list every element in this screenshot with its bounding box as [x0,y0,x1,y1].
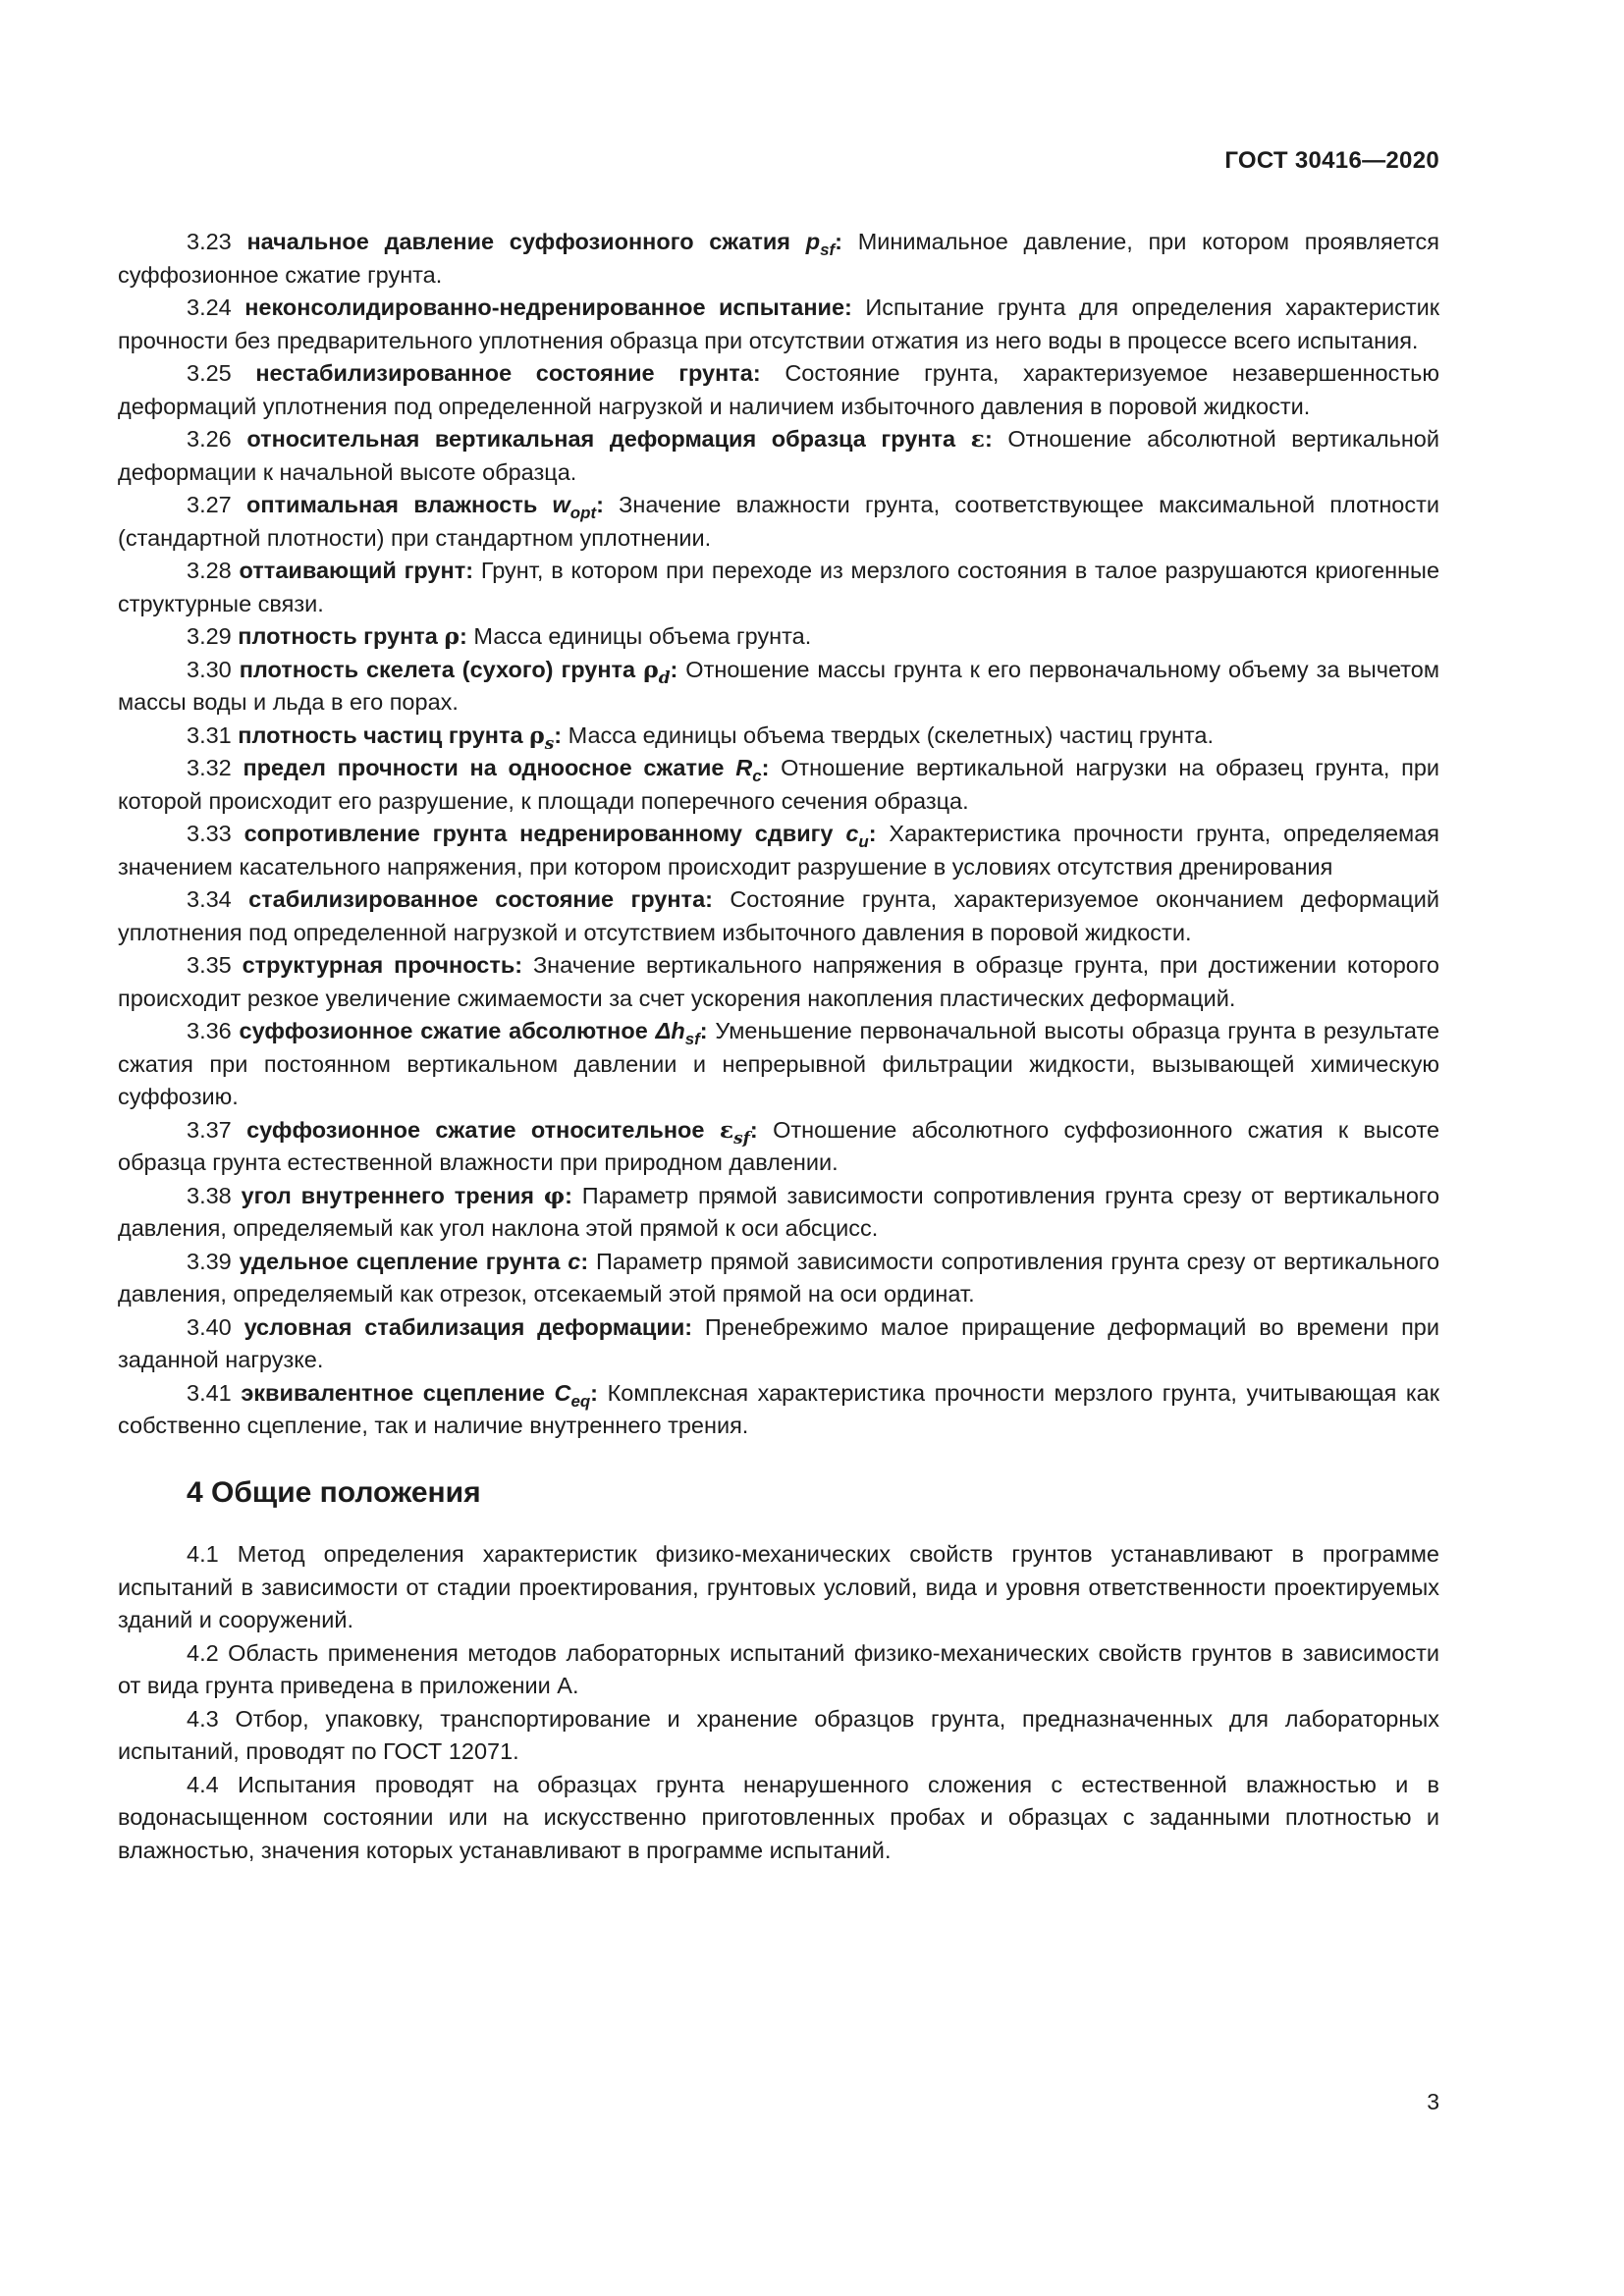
document-body [118,226,1439,1867]
definition-text: Значение вертикального напряжения в образце грунта, при достижении которого происходит резкое увеличение сжимаемости за счет ускорения накопления пластических деформаций. [118,952,1439,1011]
definition-term: структурная прочность: [242,952,523,978]
definition-symbol [719,1115,750,1148]
symbol-main: ρ [529,721,545,749]
symbol-main: C [554,1379,571,1406]
clause-number: 4.1 [187,1541,219,1567]
symbol-main: R [735,755,753,780]
clause-number: 4.2 [187,1639,219,1666]
definition-text: Масса единицы объема твердых (скелетных) частиц грунта. [568,721,1215,748]
definition-symbol [845,821,869,851]
definition-term: суффозионное сжатие относительное [246,1116,705,1143]
definition-symbol [544,1182,565,1209]
definition-number: 3.33 [187,821,232,846]
definition-number: 3.40 [187,1313,232,1340]
symbol-main: ρ [444,622,460,650]
definition-text: Испытание грунта для определения характеристик прочности без предварительного уплотнения образца при отсутствии отжатия из него воды в процессе всего испытания. [118,294,1439,353]
definition-item: 3.29 плотность грунта ρ: Масса единицы объема грунта. [187,622,812,650]
definition-term: нестабилизированное состояние грунта: [255,360,761,386]
definition-term: неконсолидированно-недренированное испытание: [244,294,852,320]
definition-number: 3.30 [187,656,232,682]
definition-text: Состояние грунта, характеризуемое незавершенностью деформаций уплотнения под определенной нагрузкой и наличием избыточного давления в поровой жидкости. [118,360,1440,419]
definition-text: Отношение массы грунта к его первоначальному объему за вычетом массы воды и льда в его порах. [118,656,1440,715]
definition-item: 3.30 плотность скелета (сухого) грунта $\rho_d$: Отношение массы грунта к его первоначальному объему за вычетом массы воды и льда в его порах. [118,655,1440,715]
definition-text: Отношение вертикальной нагрузки на образец грунта, при которой происходит его разрушение, к площади поперечного сечения образца. [118,755,1440,814]
definition-symbol [552,492,597,522]
definition-term: угол внутреннего трения [241,1182,535,1208]
definition-symbol [529,721,555,753]
section-title: 4 Общие положения [187,1475,481,1509]
definition-item [118,1311,1439,1377]
definition-item: 3.31 плотность частиц грунта $\rho_s$: Масса единицы объема твердых (скелетных) частиц грунта. [187,721,1215,753]
definition-number: 3.27 [187,492,232,517]
definition-item: 3.38 угол внутреннего трения φ: Параметр прямой зависимости сопротивления грунта срезу от вертикального давления, определяемый как угол наклона этой прямой к оси абсцисс. [118,1181,1440,1241]
symbol-subscript: opt [569,503,597,522]
definition-symbol [554,1379,591,1411]
definition-text: Состояние грунта, характеризуемое окончанием деформаций уплотнения под определенной нагрузкой и отсутствием избыточного давления в поровой жидкости. [118,886,1439,945]
definition-text: Комплексная характеристика прочности мерзлого грунта, учитывающая как собственно сцепление, так и наличие внутреннего трения. [118,1379,1440,1438]
definition-number: 3.38 [187,1182,232,1208]
definition-term: начальное давление суффозионного сжатия [246,229,791,254]
clause-text: Метод определения характеристик физико-механических свойств грунтов устанавливают в программе испытаний в зависимости от стадии проектирования, грунтовых условий, вида и уровня ответственности проектируемых зданий и сооружений. [118,1541,1439,1632]
definition-item: 3.27 оптимальная влажность $w_{opt}$: Значение влажности грунта, соответствующее максимальной плотности (стандартной плотности) при стандартном уплотнении. [118,492,1440,551]
definition-term: стабилизированное состояние грунта: [248,886,713,912]
definition-text: Минимальное давление, при котором проявляется суффозионное сжатие грунта. [118,229,1440,288]
clause-text: Испытания проводят на образцах грунта ненарушенного сложения с естественной влажностью и в водонасыщенном состоянии или на искусственно приготовленных пробах и образцах с заданными плотностью и влажностью, значения которых устанавливают в программе испытаний. [118,1771,1440,1863]
definition-item: 3.37 суффозионное сжатие относительное $\varepsilon_{sf}$: Отношение абсолютного суффозионного сжатия к высоте образца грунта естественной влажности при природном давлении. [118,1115,1440,1175]
symbol-subscript: sf [733,1127,750,1148]
definition-symbol [735,755,762,785]
symbol-main: c [568,1248,581,1274]
symbol-subscript: sf [684,1029,700,1048]
definition-term: оттаивающий грунт: [239,558,474,583]
definition-number: 3.41 [187,1379,232,1406]
definition-number: 3.28 [187,558,232,583]
clause-number: 4.4 [187,1771,219,1797]
definition-text: Масса единицы объема грунта. [473,623,812,649]
definition-number: 3.36 [187,1018,232,1043]
symbol-subscript: s [544,732,555,753]
definition-text: Пренебрежимо малое приращение деформаций во времени при заданной нагрузке. [118,1313,1440,1372]
symbol-subscript: u [858,831,869,851]
definition-item: 3.39 удельное сцепление грунта c: Параметр прямой зависимости сопротивления грунта срезу от вертикального давления, определяемый как отрезок, отсекаемый этой прямой на оси ординат. [118,1248,1440,1307]
symbol-main: φ [543,1181,566,1209]
symbol-main: ρ [643,655,659,683]
symbol-main: Δh [655,1018,685,1043]
symbol-main: w [552,492,570,517]
definition-text: Характеристика прочности грунта, определяемая значением касательного напряжения, при котором происходит разрушение в условиях отсутствия дренирования [118,821,1439,880]
definition-symbol [568,1249,580,1274]
definition-number: 3.39 [187,1248,232,1274]
definition-text: Параметр прямой зависимости сопротивления грунта срезу от вертикального давления, определяемый как угол наклона этой прямой к оси абсцисс. [118,1182,1440,1241]
definition-term: удельное сцепление грунта [239,1248,561,1274]
definition-item: 3.41 эквивалентное сцепление $C_{eq}$: Комплексная характеристика прочности мерзлого грунта, учитывающая как собственно сцепление, так и наличие внутреннего трения. [118,1379,1440,1438]
symbol-main: ε [970,425,985,453]
definition-number: 3.37 [187,1116,232,1143]
definition-term: плотность грунта [238,623,438,649]
definition-item [118,357,1439,423]
clauses-list [118,1538,1439,1867]
symbol-main: ε [719,1115,734,1144]
definition-symbol [971,425,985,453]
definition-term: эквивалентное сцепление [241,1379,545,1406]
definition-text: Отношение абсолютного суффозионного сжатия к высоте образца грунта естественной влажности при природном давлении. [118,1116,1440,1175]
clause-text: Область применения методов лабораторных испытаний физико-механических свойств грунтов в зависимости от вида грунта приведена в приложении А. [118,1639,1439,1698]
definition-number: 3.23 [187,229,232,254]
clause-item [118,1637,1439,1703]
symbol-subscript: d [658,667,671,687]
definitions-list [118,226,1439,1443]
definition-term: относительная вертикальная деформация образца грунта [246,426,956,452]
clause-item [118,1703,1439,1769]
definition-item: 3.26 относительная вертикальная деформация образца грунта ε: Отношение абсолютной вертикальной деформации к начальной высоте образца. [118,425,1440,485]
definition-item: 3.23 начальное давление суффозионного сжатия $p_{sf}$: Минимальное давление, при котором проявляется суффозионное сжатие грунта. [118,229,1440,288]
definition-term: предел прочности на одноосное сжатие [243,755,725,780]
definition-symbol [805,229,836,259]
definition-number: 3.34 [187,886,232,912]
definition-item [118,292,1439,357]
clause-number: 4.3 [187,1705,219,1732]
definition-item: 3.33 сопротивление грунта недренированному сдвигу $c_u$: Характеристика прочности грунта, определяемая значением касательного напряжения, при котором происходит разрушение в условиях отсутствия дренирования [118,821,1439,880]
definition-term: сопротивление грунта недренированному сдвигу [244,821,834,846]
clause-text: Отбор, упаковку, транспортирование и хранение образцов грунта, предназначенных для лабораторных испытаний, проводят по ГОСТ 12071. [118,1705,1439,1764]
page-number: 3 [1427,2089,1439,2114]
definition-symbol [655,1018,700,1048]
definition-symbol [444,622,460,650]
definition-term: условная стабилизация деформации: [244,1313,693,1340]
definition-text: Грунт, в котором при переходе из мерзлого состояния в талое разрушаются криогенные структурные связи. [118,558,1440,616]
symbol-subscript: eq [570,1391,591,1411]
definition-item [118,555,1439,620]
definition-text: Значение влажности грунта, соответствующее максимальной плотности (стандартной плотности) при стандартном уплотнении. [118,492,1440,551]
definition-text: Отношение абсолютной вертикальной деформации к начальной высоте образца. [118,426,1440,485]
definition-number: 3.35 [187,952,232,978]
symbol-subscript: c [752,766,762,785]
symbol-subscript: sf [820,240,836,259]
definition-item [118,949,1439,1015]
definition-number: 3.32 [187,755,232,780]
definition-number: 3.25 [187,360,232,386]
definition-number: 3.24 [187,294,232,320]
definition-item [118,883,1439,949]
definition-item: 3.32 предел прочности на одноосное сжатие $R_c$: Отношение вертикальной нагрузки на образец грунта, при которой происходит его разрушение, к площади поперечного сечения образца. [118,755,1440,814]
definition-term: плотность скелета (сухого) грунта [239,656,636,682]
definition-text: Уменьшение первоначальной высоты образца грунта в результате сжатия при постоянном вертикальном давлении и непрерывной фильтрации жидкости, вызывающей химическую суффозию. [118,1018,1440,1109]
definition-term: суффозионное сжатие абсолютное [239,1018,648,1043]
clause-item [118,1538,1439,1637]
definition-text: Параметр прямой зависимости сопротивления грунта срезу от вертикального давления, определяемый как отрезок, отсекаемый этой прямой на оси ординат. [118,1248,1440,1307]
symbol-main: p [805,229,821,254]
definition-term: плотность частиц грунта [238,721,523,748]
definition-number: 3.26 [187,426,232,452]
document-code-header: ГОСТ 30416—2020 [1224,147,1439,174]
definition-item: 3.36 суффозионное сжатие абсолютное $\Delta h_{sf}$: Уменьшение первоначальной высоты образца грунта в результате сжатия при постоянном вертикальном давлении и непрерывной фильтрации жидкости, вызывающей химическую суффозию. [118,1018,1440,1109]
definition-number: 3.31 [187,721,232,748]
definition-number: 3.29 [187,623,232,649]
definition-term: оптимальная влажность [245,492,538,517]
clause-item [118,1769,1439,1868]
definition-symbol [643,655,671,687]
symbol-main: c [845,821,859,846]
